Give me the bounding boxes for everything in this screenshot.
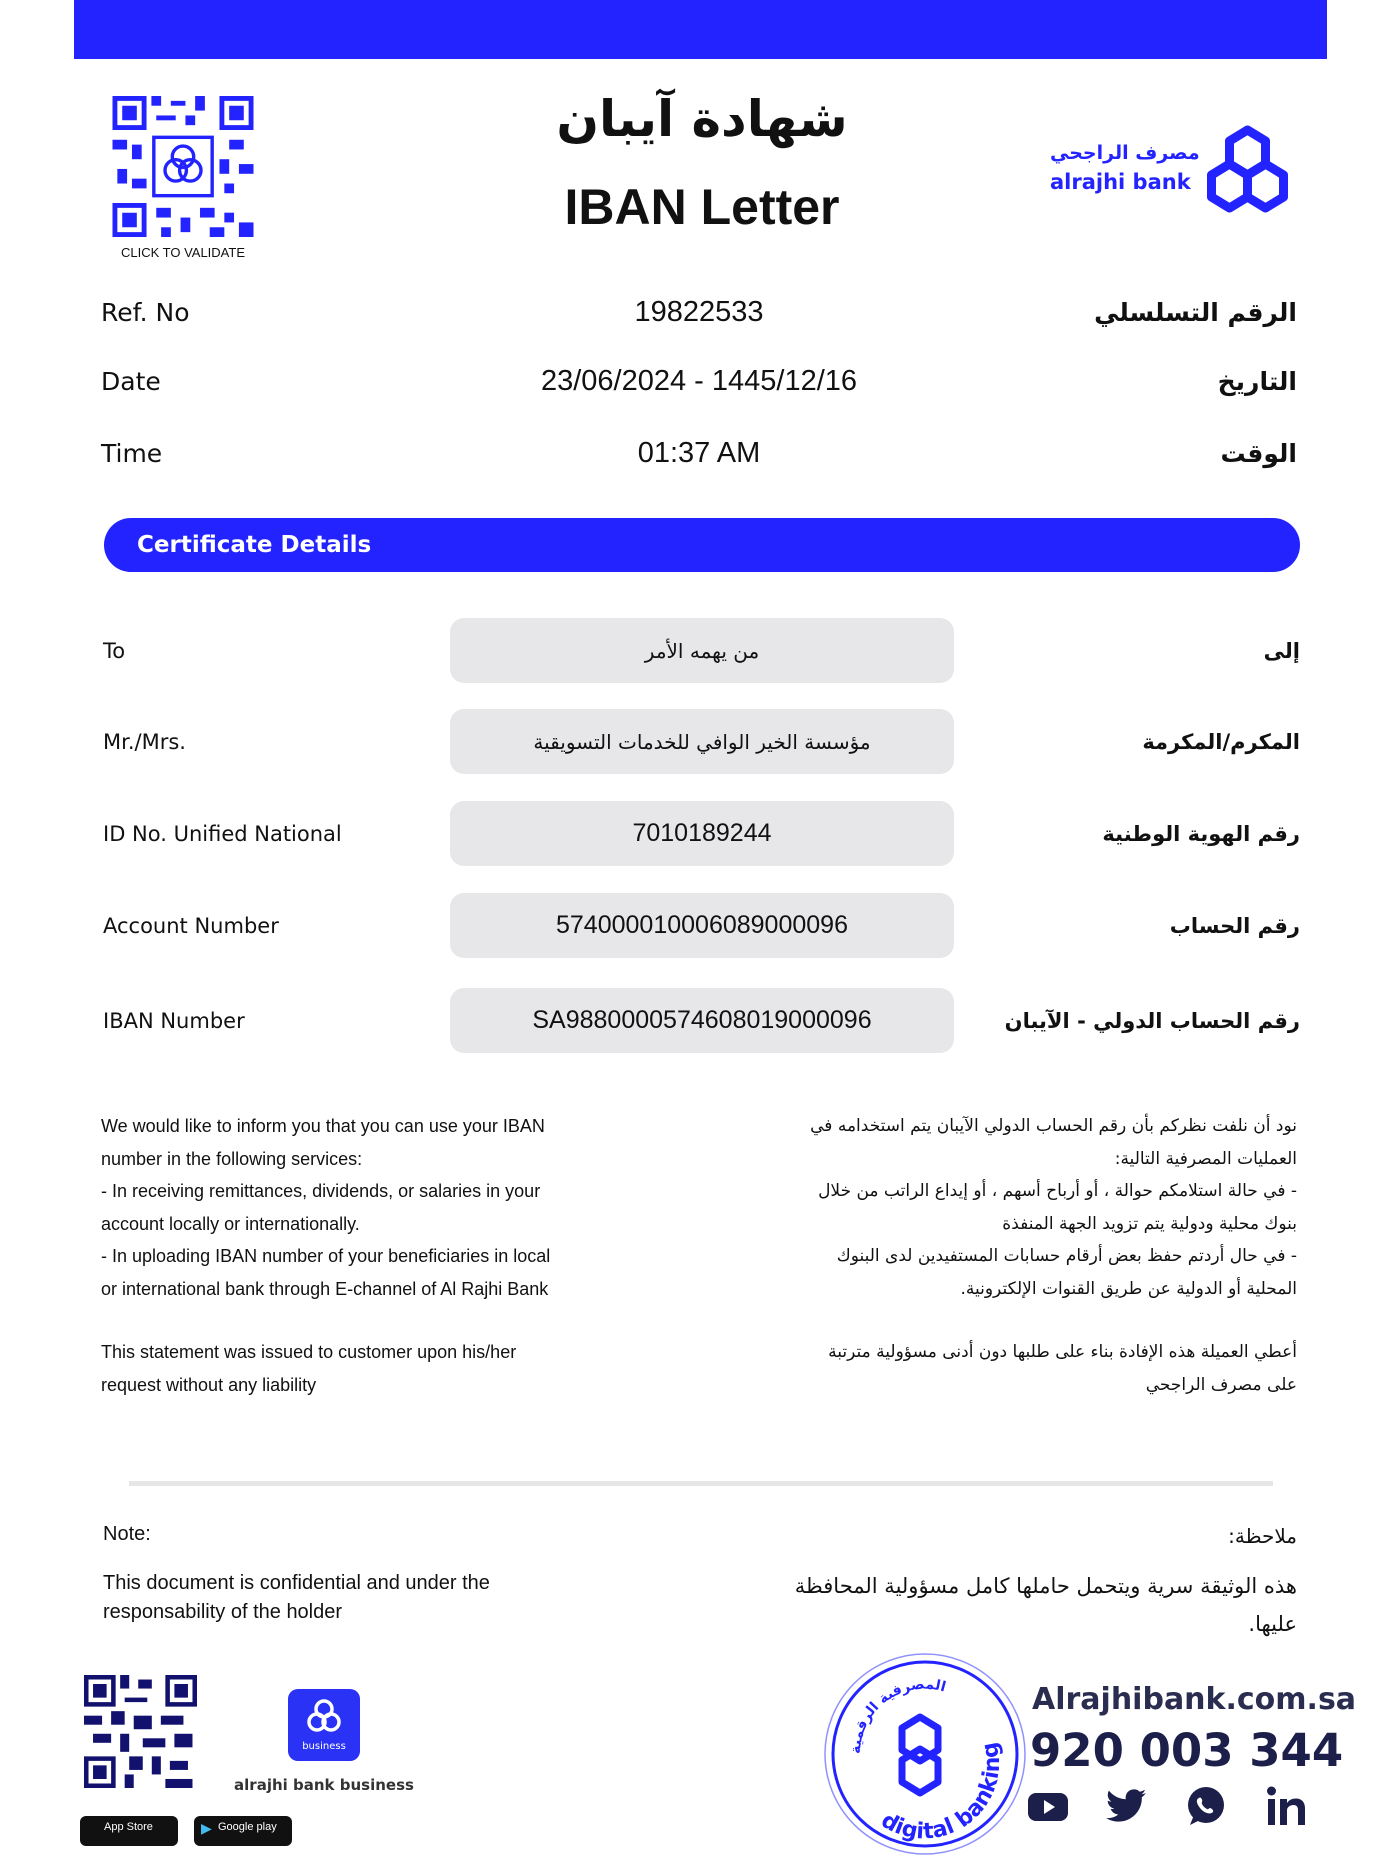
field-label-arabic: إلى xyxy=(1263,638,1300,663)
statement-line: أعطي العميلة هذه الإفادة بناء على طلبها دون أدنى مسؤولية مترتبة xyxy=(828,1342,1297,1362)
linkedin-icon[interactable] xyxy=(1264,1785,1308,1827)
play-icon: ▶ xyxy=(201,1820,212,1836)
info-line: - في حال أردتم حفظ بعض أرقام حسابات المستفيدين لدى البنوك xyxy=(836,1246,1297,1266)
validation-qr-code[interactable] xyxy=(111,96,255,237)
youtube-icon[interactable] xyxy=(1026,1785,1070,1827)
time-row xyxy=(101,433,1297,473)
info-line: or international bank through E-channel of Al Rajhi Bank xyxy=(101,1278,549,1299)
field-row-iban xyxy=(103,988,1300,1053)
field-value: 7010189244 xyxy=(450,801,954,866)
stamp-text: digital banking xyxy=(876,1739,1006,1845)
field-row-name xyxy=(103,709,1300,774)
time-label-arabic: الوقت xyxy=(1220,438,1297,468)
field-label-arabic: رقم الحساب xyxy=(1169,913,1300,938)
ref-no-label-arabic: الرقم التسلسلي xyxy=(1094,297,1297,327)
bank-logo-text: alrajhi bank xyxy=(1050,170,1191,194)
date-row xyxy=(101,361,1297,401)
phone-number[interactable]: 920 003 344 xyxy=(1030,1724,1344,1777)
ref-no-label: Ref. No xyxy=(101,297,190,327)
statement-english xyxy=(101,1336,661,1401)
field-label: IBAN Number xyxy=(103,1008,245,1033)
top-banner xyxy=(74,0,1327,59)
info-text-arabic xyxy=(680,1110,1297,1305)
info-line: بنوك محلية ودولية يتم تزويد الجهة المنفذة xyxy=(1002,1213,1297,1234)
field-label-arabic: رقم الهوية الوطنية xyxy=(1102,821,1300,846)
page-title-arabic: شهادة آيبان xyxy=(556,90,848,148)
app-store-label: App Store xyxy=(104,1821,153,1833)
info-line: نود أن نلفت نظركم بأن رقم الحساب الدولي الآيبان يتم استخدامه في xyxy=(810,1116,1297,1136)
field-value: مؤسسة الخير الوافي للخدمات التسويقية xyxy=(450,709,954,774)
note-text xyxy=(103,1569,663,1627)
info-line: - In receiving remittances, dividends, or salaries in your xyxy=(101,1181,541,1201)
field-row-account xyxy=(103,893,1300,958)
bank-logo-arabic-text: مصرف الراجحي xyxy=(1050,142,1200,164)
business-app-label: alrajhi bank business xyxy=(234,1776,414,1794)
info-text-english xyxy=(101,1110,661,1305)
bank-logo-icon xyxy=(306,1697,342,1737)
note-text-arabic: هذه الوثيقة سرية ويتحمل حاملها كامل مسؤولية المحافظة عليها. xyxy=(794,1574,1297,1636)
date-label-arabic: التاريخ xyxy=(1217,366,1297,396)
info-line: - In uploading IBAN number of your beneficiaries in local xyxy=(101,1246,551,1266)
app-store-badge[interactable] xyxy=(80,1816,178,1846)
divider xyxy=(129,1481,1273,1486)
app-download-qr-code[interactable] xyxy=(83,1675,198,1788)
page-title: IBAN Letter xyxy=(564,179,840,235)
twitter-icon[interactable] xyxy=(1104,1785,1148,1827)
info-line: We would like to inform you that you can use your IBAN xyxy=(101,1116,545,1136)
field-label: Mr./Mrs. xyxy=(103,729,186,754)
business-app-icon[interactable] xyxy=(288,1689,360,1761)
business-icon-label: business xyxy=(302,1741,346,1752)
stamp-text-arabic: المصرفية الرقمية xyxy=(847,1676,948,1755)
info-line: account locally or internationally. xyxy=(101,1213,360,1234)
field-label: ID No. Unified National xyxy=(103,821,342,846)
field-label: To xyxy=(103,638,126,663)
statement-line: request without any liability xyxy=(101,1374,317,1395)
field-value: 574000010006089000096 xyxy=(450,893,954,958)
ref-no-value: 19822533 xyxy=(634,295,764,328)
date-value: 23/06/2024 - 1445/12/16 xyxy=(540,364,858,397)
google-play-badge[interactable] xyxy=(194,1816,292,1846)
statement-line: This statement was issued to customer upon his/her xyxy=(101,1342,517,1362)
time-value: 01:37 AM xyxy=(637,436,761,469)
bank-logo-icon xyxy=(902,1717,938,1793)
field-label: Account Number xyxy=(103,913,279,938)
qr-caption[interactable]: CLICK TO VALIDATE xyxy=(120,245,246,260)
statement-line: على مصرف الراجحي xyxy=(1145,1374,1297,1395)
note-label-arabic: ملاحظة: xyxy=(1228,1524,1297,1548)
note-line: This document is confidential and under the xyxy=(103,1572,490,1594)
note-label: Note: xyxy=(103,1523,151,1545)
field-value: SA9880000574608019000096 xyxy=(450,988,954,1053)
date-label: Date xyxy=(101,366,161,396)
field-row-id xyxy=(103,801,1300,866)
field-value: من يهمه الأمر xyxy=(450,618,954,683)
info-line: العمليات المصرفية التالية: xyxy=(1114,1148,1297,1169)
info-line: number in the following services: xyxy=(101,1148,363,1169)
section-header: Certificate Details xyxy=(104,518,1300,572)
ref-no-row xyxy=(101,292,1297,332)
time-label: Time xyxy=(101,438,163,468)
field-label-arabic: رقم الحساب الدولي - الآيبان xyxy=(1004,1008,1300,1033)
note-line: responsability of the holder xyxy=(103,1601,343,1623)
field-row-to xyxy=(103,618,1300,683)
digital-banking-stamp xyxy=(820,1649,1030,1859)
statement-arabic xyxy=(680,1336,1297,1401)
whatsapp-icon[interactable] xyxy=(1184,1785,1228,1827)
info-line: المحلية أو الدولية عن طريق القنوات الإلكترونية. xyxy=(960,1278,1297,1299)
field-label-arabic: المكرم/المكرمة xyxy=(1142,729,1300,754)
bank-logo-icon xyxy=(1195,124,1300,214)
google-play-label: Google play xyxy=(218,1821,277,1833)
website-link[interactable]: Alrajhibank.com.sa xyxy=(1032,1682,1357,1717)
info-line: - في حالة استلامكم حوالة ، أو أرباح أسهم ، أو إيداع الراتب من خلال xyxy=(818,1181,1297,1201)
